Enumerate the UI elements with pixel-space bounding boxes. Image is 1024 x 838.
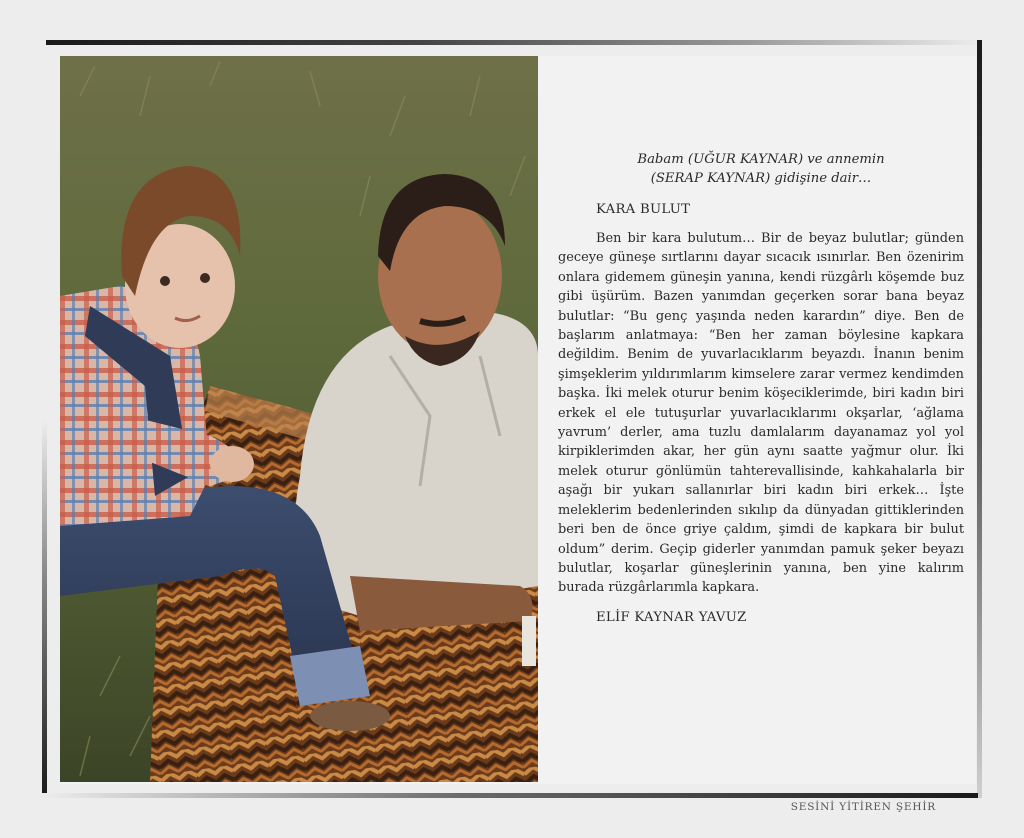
text-column	[558, 150, 964, 625]
dedication-line-2: (SERAP KAYNAR) gidişine dair…	[650, 171, 872, 186]
family-photo	[60, 56, 538, 782]
family-photo-image	[60, 56, 538, 782]
frame-right-rule	[977, 40, 982, 798]
frame-left-rule	[42, 420, 47, 798]
book-title-footer: SESİNİ YİTİREN ŞEHİR	[790, 801, 936, 813]
poem-title: KARA BULUT	[596, 202, 691, 217]
dedication	[558, 150, 964, 188]
dedication-line-1: Babam (UĞUR KAYNAR) ve annemin	[637, 152, 885, 167]
frame-top-rule	[46, 40, 982, 45]
poem-body: Ben bir kara bulutum… Bir de beyaz bulutlar; günden geceye güneşe sırtlarını dayar sıcacık ısınırlar. Ben özenirim onlara gidemem güneşin yanına, kendi rüzgârlı köşemde buz gibi üşürüm. Bazen yanımdan geçerken sorar bana beyaz bulutlar: “Bu genç yaşında neden karardın” diye. Ben de başlarım anlatmaya: “Ben her zaman böylesine kapkara değildim. Benim de yuvarlacıklarım beyazdı. İnanın benim şimşeklerim yıldırımlarım kimselere zarar vermez kendimden başka. İki melek oturur benim köşeciklerimde, biri kadın biri erkek el ele tutuşurlar yuvarlacıklarımı okşarlar, ‘ağlama yavrum’ derler, ama tuzlu damlalarım dayanamaz yol yol kirpiklerimden akar, her gün aynı saatte yağmur olur. İki melek oturur gönlümün tahterevallisinde, kahkahalarla bir aşağı bir yukarı sallanırlar biri kadın biri erkek… İşte meleklerim bedenlerinden sıkılıp da dünyadan gittiklerinden beri ben de önce griye çaldım, şimdi de kapkara bir bulut oldum” derim. Geçip giderler yanımdan pamuk şeker beyazı bulutlar, koşarlar güneşlerinin yanına, ben yine kalırım burada rüzgârlarımla kapkara.	[558, 231, 964, 596]
frame-bottom-rule	[42, 793, 978, 798]
author-name: ELİF KAYNAR YAVUZ	[596, 609, 747, 625]
